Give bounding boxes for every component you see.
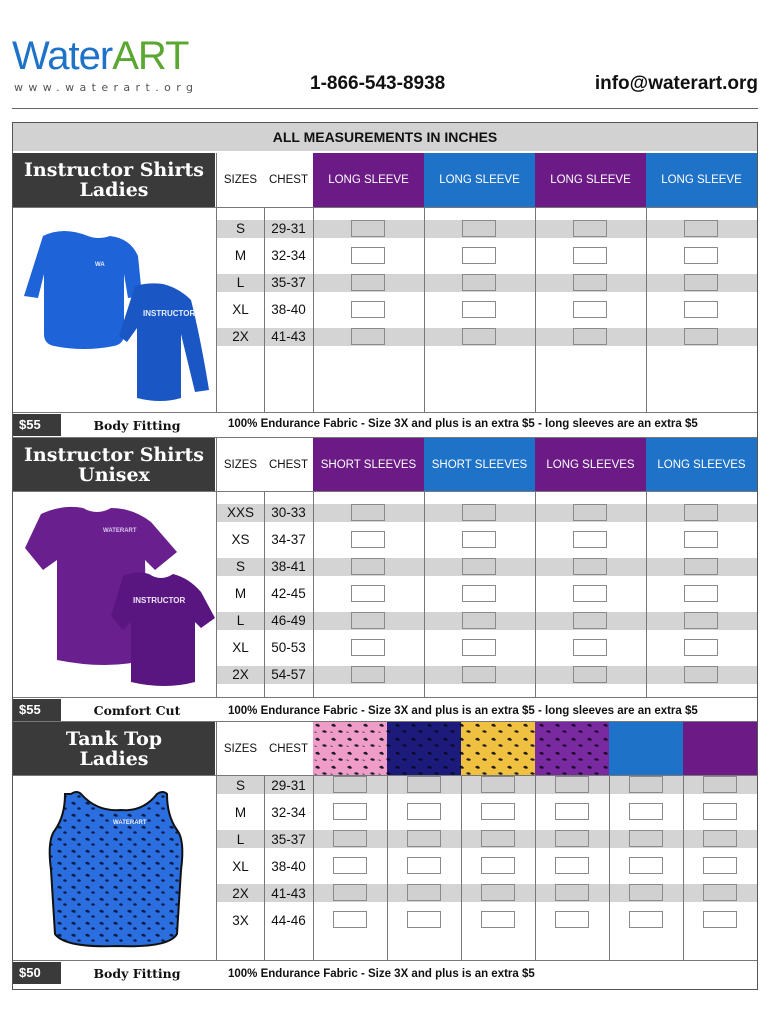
chest-cell: 50-53 <box>271 640 306 655</box>
section-title-ladies-shirts: Instructor Shirts Ladies <box>13 153 215 207</box>
chest-cell: 42-45 <box>271 586 306 601</box>
quantity-input[interactable] <box>573 585 607 602</box>
column-divider <box>424 491 425 697</box>
quantity-input[interactable] <box>462 558 496 575</box>
size-cell: 2X <box>232 667 249 682</box>
blue-leopard-tank-top-image <box>13 776 215 960</box>
quantity-input[interactable] <box>703 830 737 847</box>
shirt-print-text: INSTRUCTOR <box>133 596 186 605</box>
quantity-input[interactable] <box>684 666 718 683</box>
shirt-print-text: INSTRUCTOR <box>143 309 196 318</box>
quantity-input[interactable] <box>481 911 515 928</box>
quantity-input[interactable] <box>462 666 496 683</box>
quantity-input[interactable] <box>333 830 367 847</box>
size-cell: L <box>236 613 245 628</box>
quantity-input[interactable] <box>703 776 737 793</box>
quantity-input[interactable] <box>555 857 589 874</box>
column-divider <box>313 207 314 412</box>
quantity-input[interactable] <box>351 220 385 237</box>
quantity-input[interactable] <box>703 884 737 901</box>
chest-cell: 35-37 <box>271 275 306 290</box>
navy-leopard-swatch <box>387 722 461 775</box>
swatch-header-row <box>313 722 757 775</box>
column-header: SHORT SLEEVES <box>424 438 535 491</box>
size-cell: M <box>234 248 247 263</box>
fit-label: Comfort Cut <box>93 703 181 718</box>
quantity-input[interactable] <box>684 220 718 237</box>
column-divider <box>646 491 647 697</box>
chest-cell: 29-31 <box>271 778 306 793</box>
column-divider <box>646 207 647 412</box>
price-badge: $55 <box>13 699 61 721</box>
divider <box>13 412 757 413</box>
logo-url: www.waterart.org <box>14 81 199 94</box>
size-cell: M <box>234 805 247 820</box>
quantity-input[interactable] <box>462 301 496 318</box>
quantity-input[interactable] <box>481 803 515 820</box>
column-divider <box>535 775 536 960</box>
quantity-input[interactable] <box>407 884 441 901</box>
column-header: LONG SLEEVE <box>646 153 757 207</box>
quantity-input[interactable] <box>555 803 589 820</box>
column-divider <box>313 491 314 697</box>
quantity-input[interactable] <box>351 531 385 548</box>
fabric-note: 100% Endurance Fabric - Size 3X and plus is an extra $5 - long sleeves are an extra $5 <box>228 705 698 717</box>
chest-cell: 38-41 <box>271 559 306 574</box>
column-divider <box>535 207 536 412</box>
waterart-logo: WaterART <box>12 34 189 78</box>
quantity-input[interactable] <box>573 220 607 237</box>
quantity-input[interactable] <box>481 857 515 874</box>
divider <box>13 960 757 961</box>
column-divider <box>535 491 536 697</box>
quantity-input[interactable] <box>684 531 718 548</box>
svg-text:WATERART: WATERART <box>113 820 147 826</box>
quantity-input[interactable] <box>333 911 367 928</box>
quantity-input[interactable] <box>573 612 607 629</box>
column-divider <box>461 775 462 960</box>
column-divider <box>313 775 314 960</box>
quantity-input[interactable] <box>407 911 441 928</box>
measurements-title: ALL MEASUREMENTS IN INCHES <box>13 123 757 151</box>
quantity-input[interactable] <box>573 274 607 291</box>
quantity-input[interactable] <box>462 328 496 345</box>
column-divider <box>216 153 217 412</box>
purple-leopard-swatch <box>535 722 609 775</box>
fit-label: Body Fitting <box>93 418 181 433</box>
quantity-input[interactable] <box>573 558 607 575</box>
quantity-input[interactable] <box>684 504 718 521</box>
section-title-unisex-shirts: Instructor Shirts Unisex <box>13 438 215 492</box>
purple-solid-swatch <box>683 722 757 775</box>
quantity-input[interactable] <box>573 247 607 264</box>
size-cell: 2X <box>232 329 249 344</box>
phone-number[interactable]: 1-866-543-8938 <box>310 73 446 94</box>
chest-cell: 38-40 <box>271 859 306 874</box>
column-divider <box>264 775 265 960</box>
column-header: SHORT SLEEVES <box>313 438 424 491</box>
size-cell: S <box>235 559 245 574</box>
chest-cell: 30-33 <box>271 505 306 520</box>
column-divider <box>683 775 684 960</box>
sizes-header: SIZES <box>223 174 258 186</box>
quantity-input[interactable] <box>351 639 385 656</box>
divider <box>13 697 757 698</box>
column-divider <box>264 491 265 697</box>
quantity-input[interactable] <box>573 639 607 656</box>
quantity-input[interactable] <box>555 884 589 901</box>
size-cell: XL <box>232 640 249 655</box>
chest-header: CHEST <box>269 458 308 471</box>
quantity-input[interactable] <box>462 531 496 548</box>
size-cell: L <box>236 832 245 847</box>
quantity-input[interactable] <box>573 301 607 318</box>
blue-long-sleeve-shirt-image <box>13 208 215 412</box>
size-cell: XL <box>232 302 249 317</box>
quantity-input[interactable] <box>351 666 385 683</box>
size-cell: 3X <box>232 913 249 928</box>
size-cell: L <box>236 275 245 290</box>
quantity-input[interactable] <box>462 220 496 237</box>
quantity-input[interactable] <box>481 830 515 847</box>
column-header: LONG SLEEVES <box>535 438 646 491</box>
chest-cell: 41-43 <box>271 886 306 901</box>
quantity-input[interactable] <box>573 531 607 548</box>
size-cell: S <box>235 221 245 236</box>
quantity-input[interactable] <box>351 504 385 521</box>
quantity-input[interactable] <box>351 612 385 629</box>
quantity-input[interactable] <box>703 857 737 874</box>
chest-cell: 54-57 <box>271 667 306 682</box>
chest-cell: 32-34 <box>271 248 306 263</box>
quantity-input[interactable] <box>629 911 663 928</box>
column-divider <box>387 775 388 960</box>
chest-cell: 38-40 <box>271 302 306 317</box>
quantity-input[interactable] <box>462 639 496 656</box>
quantity-input[interactable] <box>351 328 385 345</box>
sizes-header: SIZES <box>223 742 258 755</box>
quantity-input[interactable] <box>629 803 663 820</box>
chest-header: CHEST <box>269 174 308 186</box>
column-header: LONG SLEEVE <box>535 153 646 207</box>
quantity-input[interactable] <box>462 247 496 264</box>
fabric-note: 100% Endurance Fabric - Size 3X and plus is an extra $5 <box>228 968 535 980</box>
header-divider <box>12 108 758 109</box>
chest-header: CHEST <box>269 742 308 755</box>
column-header: LONG SLEEVE <box>313 153 424 207</box>
column-divider <box>609 775 610 960</box>
yellow-leopard-swatch <box>461 722 535 775</box>
quantity-input[interactable] <box>333 776 367 793</box>
quantity-input[interactable] <box>555 911 589 928</box>
fabric-note: 100% Endurance Fabric - Size 3X and plus is an extra $5 - long sleeves are an extra $5 <box>228 418 698 430</box>
chest-cell: 44-46 <box>271 913 306 928</box>
quantity-input[interactable] <box>407 776 441 793</box>
column-divider <box>424 207 425 412</box>
quantity-input[interactable] <box>407 857 441 874</box>
chest-cell: 29-31 <box>271 221 306 236</box>
size-cell: S <box>235 778 245 793</box>
chest-cell: 35-37 <box>271 832 306 847</box>
price-badge: $50 <box>13 962 61 984</box>
quantity-input[interactable] <box>462 585 496 602</box>
quantity-input[interactable] <box>703 911 737 928</box>
column-header: LONG SLEEVES <box>646 438 757 491</box>
quantity-input[interactable] <box>351 301 385 318</box>
size-cell: XXS <box>226 505 254 520</box>
size-cell: XS <box>231 532 250 547</box>
column-divider <box>216 722 217 960</box>
quantity-input[interactable] <box>573 504 607 521</box>
quantity-input[interactable] <box>407 803 441 820</box>
quantity-input[interactable] <box>684 558 718 575</box>
email-address[interactable]: info@waterart.org <box>594 73 758 94</box>
quantity-input[interactable] <box>684 247 718 264</box>
quantity-input[interactable] <box>629 857 663 874</box>
pink-leopard-swatch <box>313 722 387 775</box>
quantity-input[interactable] <box>555 830 589 847</box>
quantity-input[interactable] <box>684 274 718 291</box>
quantity-input[interactable] <box>684 301 718 318</box>
quantity-input[interactable] <box>462 612 496 629</box>
column-divider <box>216 438 217 697</box>
chest-cell: 41-43 <box>271 329 306 344</box>
quantity-input[interactable] <box>333 884 367 901</box>
quantity-input[interactable] <box>407 830 441 847</box>
fit-label: Body Fitting <box>93 966 181 981</box>
quantity-input[interactable] <box>684 639 718 656</box>
quantity-input[interactable] <box>351 558 385 575</box>
size-cell: XL <box>232 859 249 874</box>
quantity-input[interactable] <box>629 884 663 901</box>
quantity-input[interactable] <box>555 776 589 793</box>
quantity-input[interactable] <box>573 328 607 345</box>
quantity-input[interactable] <box>684 585 718 602</box>
column-divider <box>264 207 265 412</box>
quantity-input[interactable] <box>573 666 607 683</box>
quantity-input[interactable] <box>629 776 663 793</box>
quantity-input[interactable] <box>351 247 385 264</box>
sizes-header: SIZES <box>223 458 258 471</box>
quantity-input[interactable] <box>684 328 718 345</box>
section-title-tank-top: Tank Top Ladies <box>13 722 215 776</box>
quantity-input[interactable] <box>481 884 515 901</box>
quantity-input[interactable] <box>333 857 367 874</box>
svg-text:WATERART: WATERART <box>103 528 137 534</box>
price-badge: $55 <box>13 414 61 436</box>
quantity-input[interactable] <box>351 274 385 291</box>
chest-cell: 34-37 <box>271 532 306 547</box>
chest-cell: 32-34 <box>271 805 306 820</box>
quantity-input[interactable] <box>462 504 496 521</box>
column-header: LONG SLEEVE <box>424 153 535 207</box>
quantity-input[interactable] <box>333 803 367 820</box>
quantity-input[interactable] <box>351 585 385 602</box>
blue-solid-swatch <box>609 722 683 775</box>
svg-text:WA: WA <box>95 262 105 268</box>
quantity-input[interactable] <box>481 776 515 793</box>
quantity-input[interactable] <box>684 612 718 629</box>
quantity-input[interactable] <box>462 274 496 291</box>
quantity-input[interactable] <box>629 830 663 847</box>
size-cell: 2X <box>232 886 249 901</box>
chest-cell: 46-49 <box>271 613 306 628</box>
purple-tshirt-image <box>13 492 215 697</box>
quantity-input[interactable] <box>703 803 737 820</box>
size-cell: M <box>234 586 247 601</box>
